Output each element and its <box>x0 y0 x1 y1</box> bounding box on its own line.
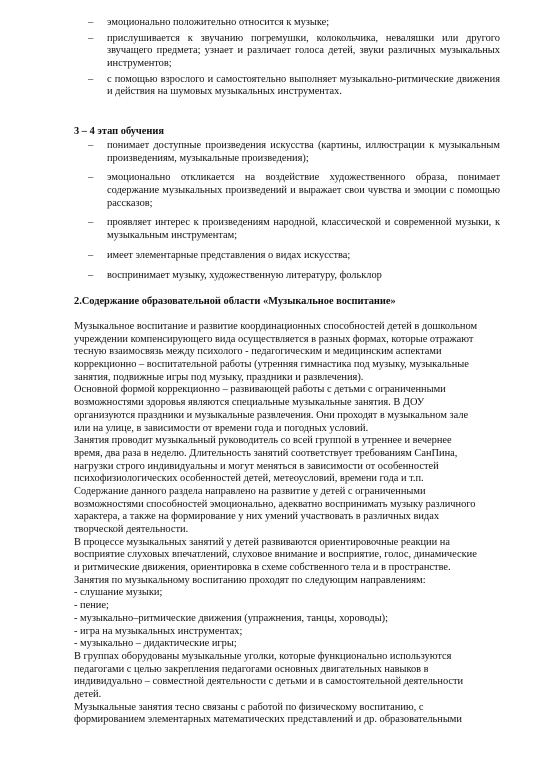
body-line: Музыкальные занятия тесно связаны с работой по физическому воспитанию, с <box>74 701 424 713</box>
section-body-text <box>74 321 502 727</box>
body-line: время, два раза в неделю. Длительность занятий соответствует требованиям СанПина, <box>74 447 458 459</box>
body-line: детей. <box>74 688 102 700</box>
body-line: организуются праздники и музыкальные развлечения. Они проходят в музыкальном зале <box>74 409 469 421</box>
list-item: – проявляет интерес к произведениям народной, классической и современной музыки, к музыкальным инструментам; <box>88 217 500 242</box>
body-line: - слушание музыки; <box>74 587 163 599</box>
body-line: психофизиологических особенностей детей, метеоусловий, времени года и т.п. <box>74 473 424 485</box>
list-item: – эмоционально положительно относится к музыке; <box>88 17 500 30</box>
body-line: - музыкально–ритмические движения (упражнения, танцы, хороводы); <box>74 612 389 624</box>
body-line: Занятия по музыкальному воспитанию проходят по следующим направлениям: <box>74 574 426 586</box>
body-line: занятия, подвижные игры под музыку, праздники и развлечения). <box>74 371 364 383</box>
body-line: творческой деятельности. <box>74 524 189 535</box>
stage-heading: 3 – 4 этап обучения <box>74 126 164 137</box>
outcomes-list-early <box>88 17 500 102</box>
body-line: коррекционно – воспитательной работы (утренняя гимнастика под музыку, музыкальные <box>74 359 469 371</box>
list-item: – прислушивается к звучанию погремушки, колокольчика, неваляшки или другого звучащего предмета; узнает и различает голоса детей, звуки различных музыкальных инструментов; <box>88 33 500 71</box>
list-item: – понимает доступные произведения искусства (картины, иллюстрации к музыкальным произведениям, музыкальные произведения); <box>88 140 500 165</box>
body-line: формированием элементарных математических представлений и др. образовательными <box>74 714 462 726</box>
body-line: Содержание данного раздела направлено на развитие у детей с ограниченными <box>74 485 426 497</box>
body-line: - игра на музыкальных инструментах; <box>74 625 243 637</box>
body-line: Занятия проводит музыкальный руководитель со всей группой в утреннее и вечернее <box>74 435 452 447</box>
body-line: возможностями способностей эмоционально, адекватно воспринимать музыку различного <box>74 498 476 510</box>
body-line: возможностями здоровья являются специальные музыкальные занятия. В ДОУ <box>74 397 425 409</box>
body-line: Основной формой коррекционно – развивающей работы с детьми с ограниченными <box>74 384 446 396</box>
list-item: – воспринимает музыку, художественную литературу, фольклор <box>88 270 500 283</box>
body-line: В процессе музыкальных занятий у детей развиваются ориентировочные реакции на <box>74 536 450 548</box>
body-line: - пение; <box>74 600 109 612</box>
body-line: тесную взаимосвязь между психолого - педагогическим и медицинским аспектами <box>74 346 442 358</box>
body-line: характера, а также на формирование у них умений участвовать в различных видах <box>74 511 440 523</box>
outcomes-list-stage-3-4 <box>88 140 500 289</box>
body-line: педагогами с целью закрепления педагогами основных двигательных навыков в <box>74 663 429 675</box>
section-heading: 2.Содержание образовательной области «Музыкальное воспитание» <box>74 296 396 307</box>
body-line: и ритмические движения, ориентировка в схеме собственного тела и в пространстве. <box>74 562 451 574</box>
list-item: – с помощью взрослого и самостоятельно выполняет музыкально-ритмические движения и действия на шумовых музыкальных инструментах. <box>88 74 500 99</box>
list-item: – имеет элементарные представления о видах искусства; <box>88 250 500 263</box>
body-line: В группах оборудованы музыкальные уголки, которые функционально используются <box>74 650 452 662</box>
body-line: нагрузки строго индивидуальны и могут меняться в зависимости от особенностей <box>74 460 439 472</box>
body-line: индивидуально – совместной деятельности с детьми и в самостоятельной деятельности <box>74 676 464 688</box>
body-line: или на улице, в зависимости от времени года и погодных условий. <box>74 422 369 434</box>
body-line: Музыкальное воспитание и развитие координационных способностей детей в дошкольном <box>74 321 478 332</box>
body-line: - музыкально – дидактические игры; <box>74 638 237 650</box>
body-line: восприятие слуховых впечатлений, слуховое внимание и восприятие, голос, динамические <box>74 549 477 561</box>
list-item: – эмоционально откликается на воздействие художественного образа, понимает содержание музыкальных произведений и выражает свои чувства и эмоции с помощью рассказов; <box>88 172 500 210</box>
body-line: учреждении компенсирующего вида осуществляется в разных формах, которые отражают <box>74 333 474 345</box>
